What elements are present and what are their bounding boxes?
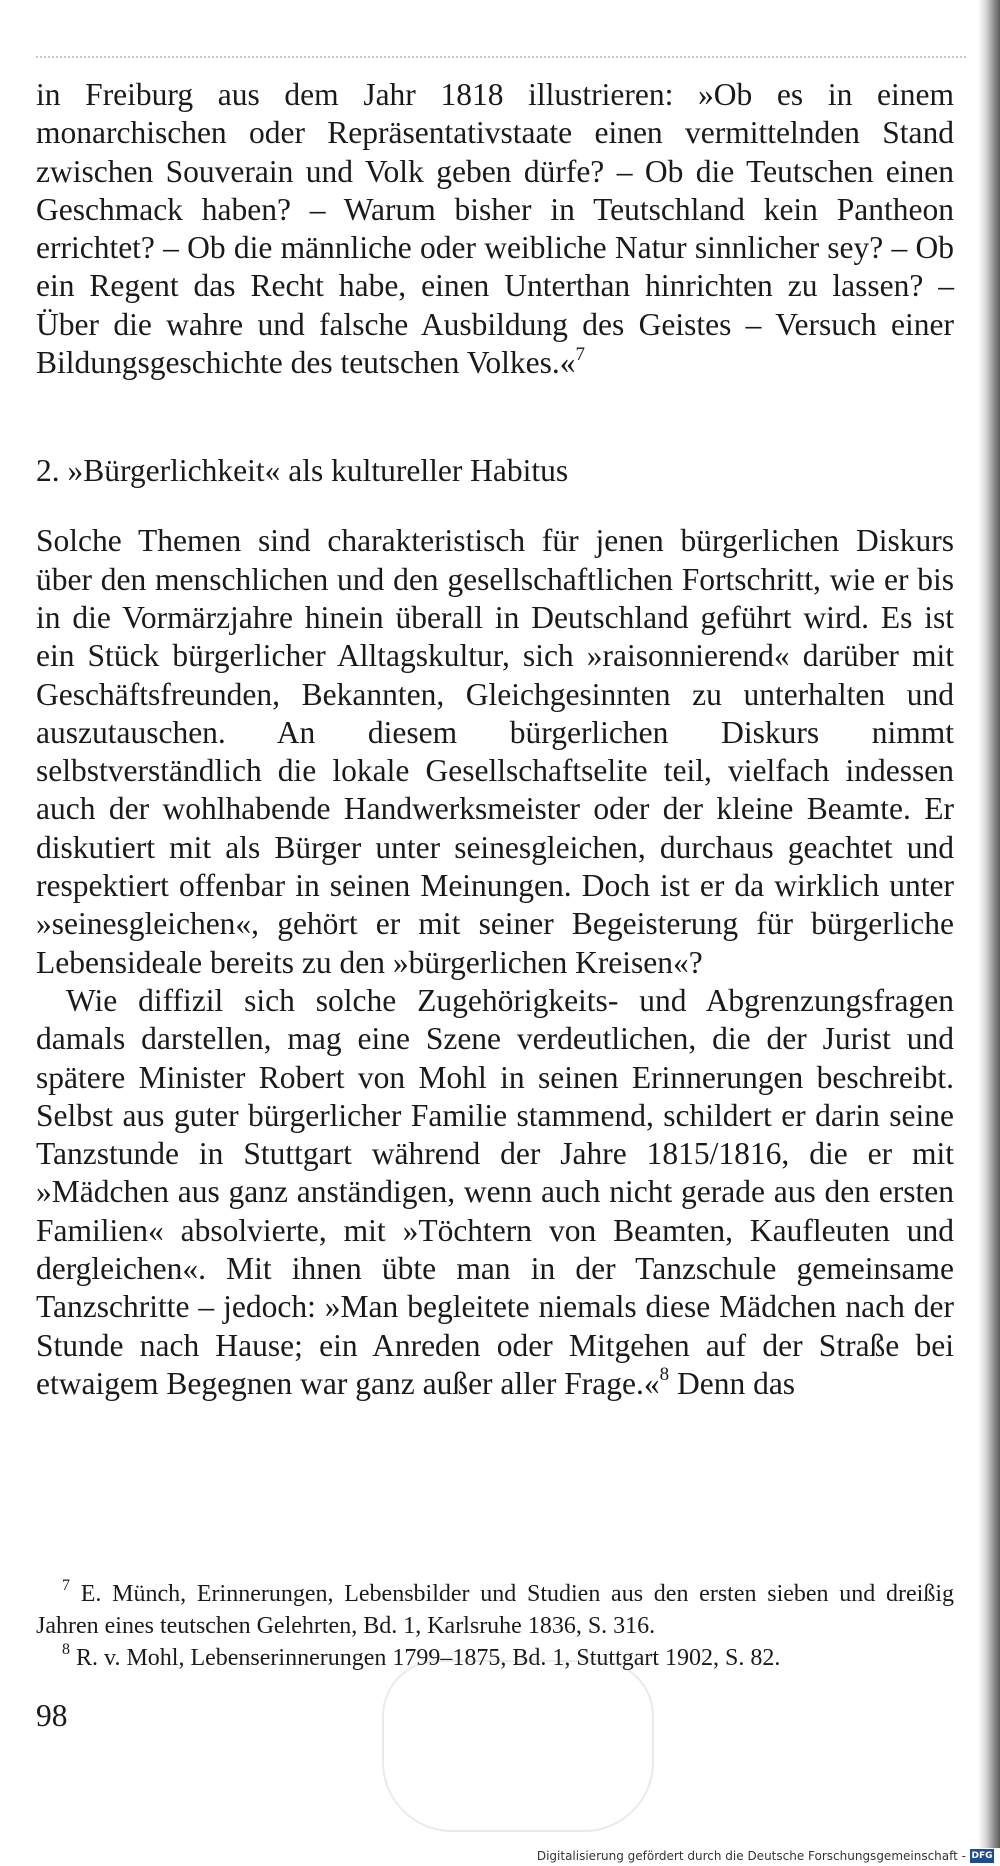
paragraph-3-text: Wie diffizil sich solche Zugehörigkeits- und Abgrenzungsfragen damals darstellen, mag eine Szene verdeutlichen, die der Jurist und spätere Minister Robert von Mohl in seinen Erinnerungen beschreibt. Selbst aus guter bürgerlicher Familie stammend, schildert er darin seine Tanzstunde in Stuttgart während der Jahre 1815/1816, die er mit »Mädchen aus ganz anständigen, wenn auch nicht gerade aus den ersten Familien« absolvierte, mit »Töchtern von Beamten, Kaufleuten und dergleichen«. Mit ihnen übte man in der Tanzschule gemeinsame Tanzschritte – jedoch: »Man begleitete niemals diese Mädchen nach der Stunde nach Hause; ein Anreden oder Mitgehen auf der Straße bei etwaigem Begegnen war ganz außer aller Frage.« [36,982,954,1401]
footnote-7 [36,1578,954,1642]
footnote-ref-7[interactable]: 7 [575,343,586,365]
paragraph-2: Solche Themen sind charakteristisch für jenen bürgerlichen Diskurs über den menschlichen und den gesellschaftlichen Fortschritt, wie er bis in die Vormärzjahre hinein überall in Deutschland geführt wird. Es ist ein Stück bürgerlicher Alltagskultur, sich »raisonnierend« darüber mit Geschäftsfreunden, Bekannten, Gleichgesinnten zu unterhalten und auszutauschen. An diesem bürgerlichen Diskurs nimmt selbstverständlich die lokale Gesellschaftselite teil, vielfach indessen auch der wohlhabende Handwerksmeister oder der kleine Beamte. Er diskutiert mit als Bürger unter seinesgleichen, durchaus geachtet und respektiert offenbar in seinen Meinungen. Doch ist er da wirklich unter »seinesgleichen«, gehört er mit seiner Begeisterung für bürgerliche Lebensideale bereits zu den »bürgerlichen Kreisen«? [36,523,954,980]
paragraph-1-text: in Freiburg aus dem Jahr 1818 illustrieren: »Ob es in einem monarchischen oder Repräsentativstaate einen vermittelnden Stand zwischen Souverain und Volk geben dürfe? – Ob die Teutschen einen Geschmack haben? – Warum bisher in Teutschland kein Pantheon errichtet? – Ob die männliche oder weibliche Natur sinnlicher sey? – Ob ein Regent das Recht habe, einen Unterthan hinrichten zu lassen? – Über die wahre und falsche Ausbildung des Geistes – Versuch einer Bildungsgeschichte des teutschen Volkes.« [36,77,954,381]
footnote-text-8: R. v. Mohl, Lebenserinnerungen 1799–1875, Bd. 1, Stuttgart 1902, S. 82. [70,1645,781,1671]
paragraph-1 [36,76,954,382]
top-dotted-rule [36,56,966,58]
digitization-credit: Digitalisierung gefördert durch die Deutsche Forschungsgemeinschaft - [536,1849,966,1863]
paragraph-3-tail: Denn das [669,1365,796,1401]
section-heading: 2. »Bürgerlichkeit« als kultureller Habitus [36,453,569,489]
footnote-number-8: 8 [62,1641,70,1658]
footnote-text-7: E. Münch, Erinnerungen, Lebensbilder und Studien aus den ersten sieben und dreißig Jahren eines teutschen Gelehrten, Bd. 1, Karlsruhe 1836, S. 316. [36,1581,954,1639]
page-number: 98 [36,1698,68,1733]
scan-page-edge [978,0,1000,1866]
footnote-ref-8[interactable]: 8 [659,1364,670,1386]
dfg-logo-icon: DFG [971,1851,993,1861]
page-body [36,76,954,1403]
library-stamp [382,1660,654,1832]
footnote-number-7: 7 [62,1577,70,1594]
paragraph-3 [36,982,954,1403]
